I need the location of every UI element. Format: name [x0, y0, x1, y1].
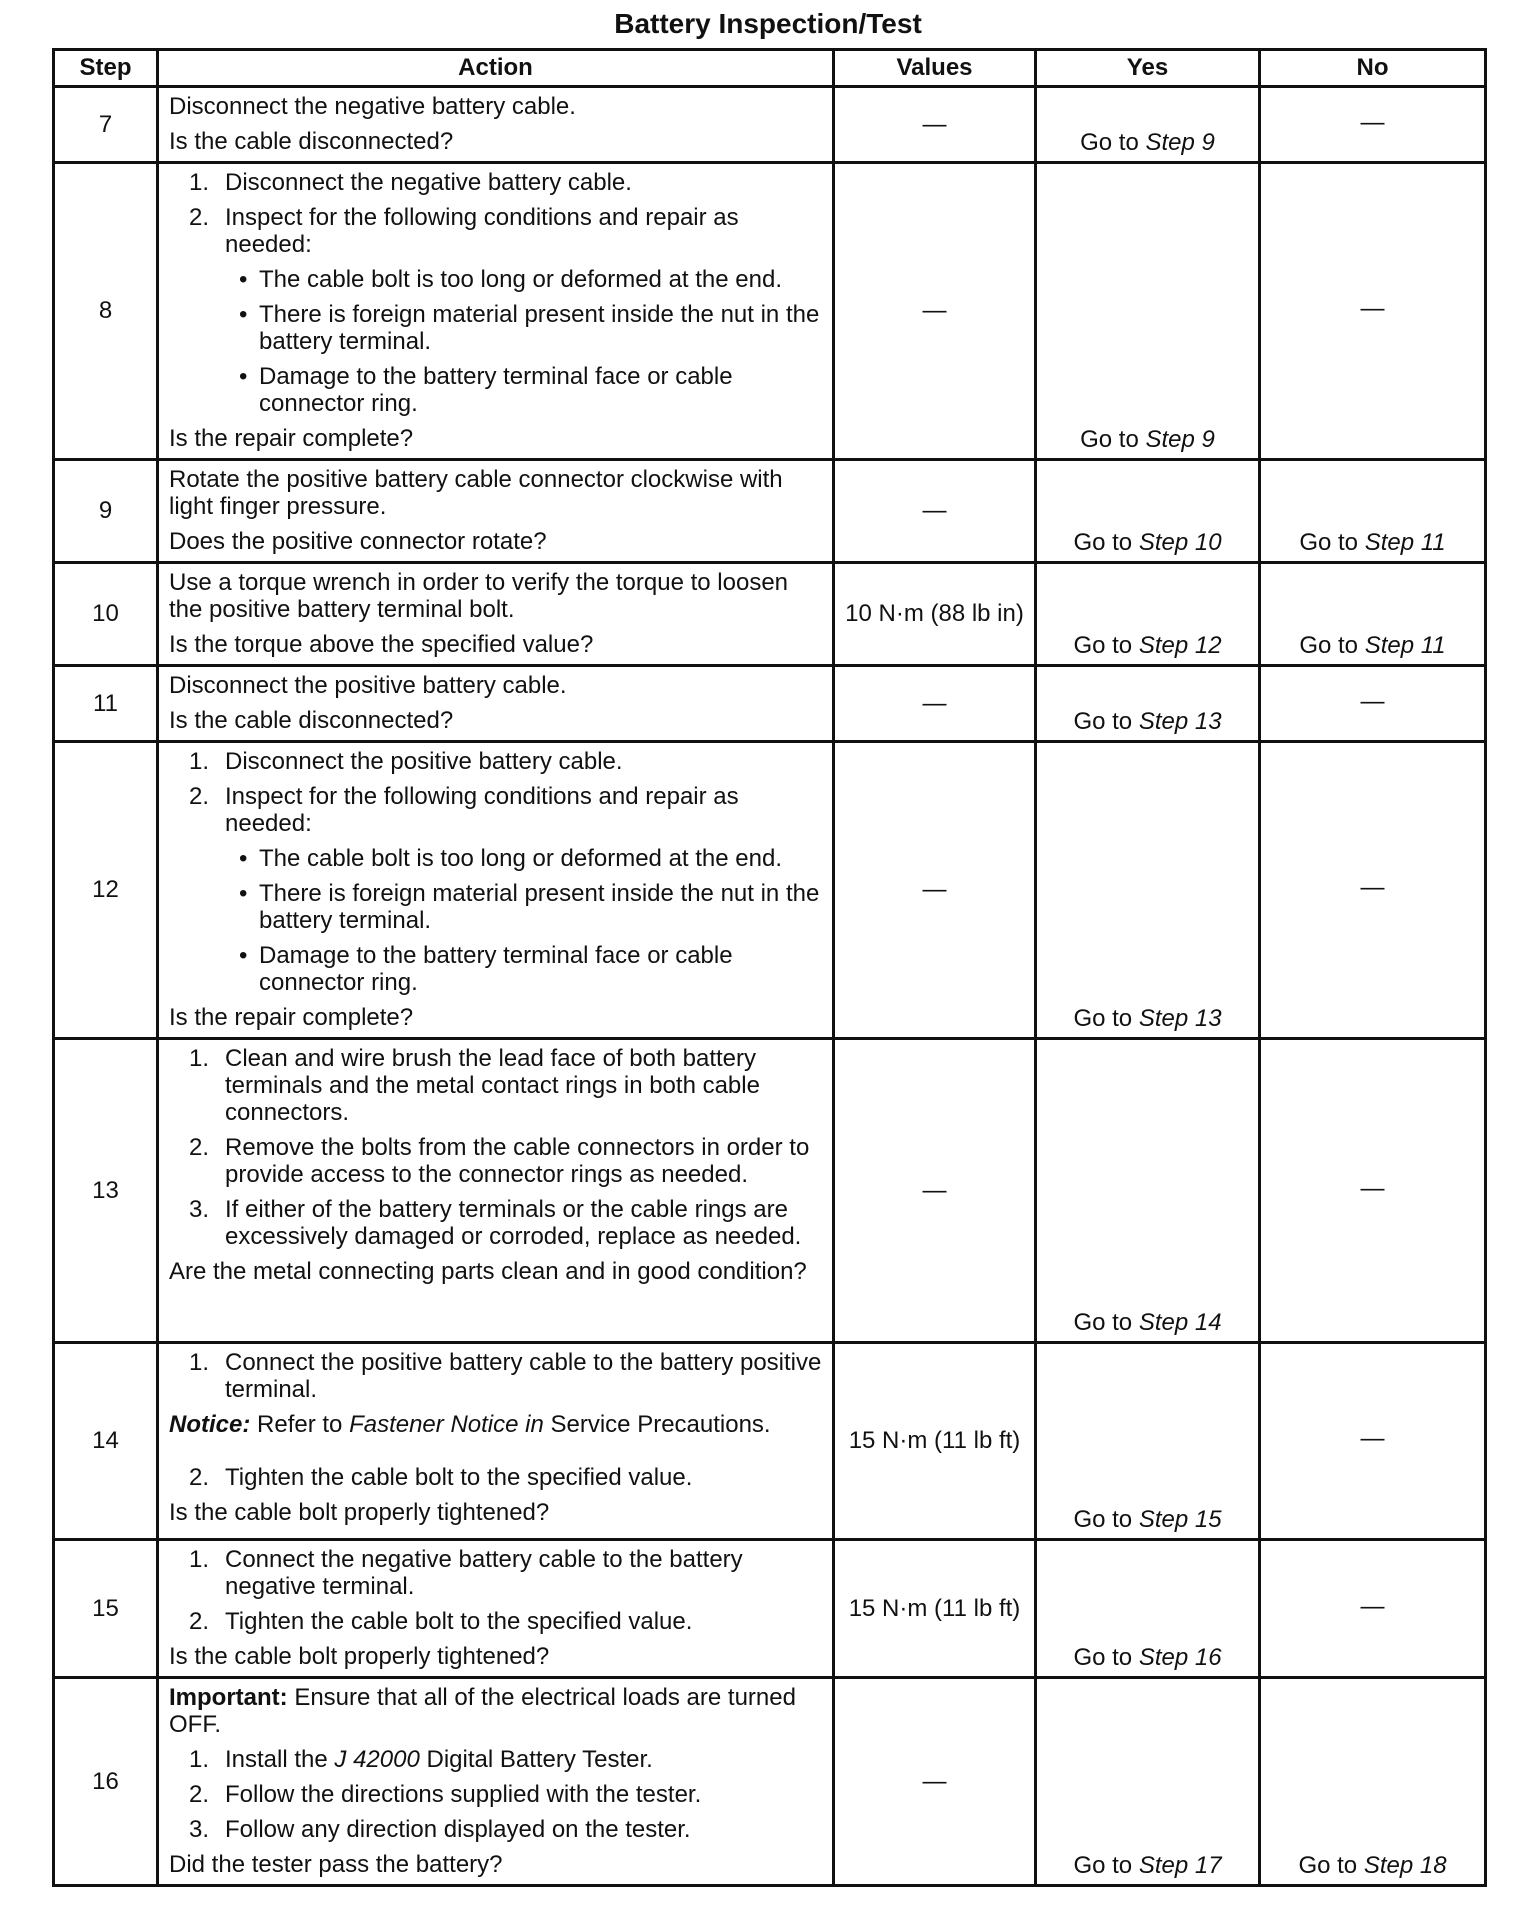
yes-cell: Go to Step 15 — [1036, 1343, 1260, 1540]
action-cell: Disconnect the positive battery cable. Is the cable disconnected? — [158, 666, 834, 742]
no-cell: — — [1260, 163, 1486, 460]
value-cell: — — [834, 1678, 1036, 1886]
battery-test-table — [52, 48, 1487, 1887]
action-cell: Rotate the positive battery cable connector clockwise with light finger pressure. Does the positive connector rotate? — [158, 460, 834, 563]
value-cell: 15 N·m (11 lb ft) — [834, 1343, 1036, 1540]
table-row — [54, 460, 1486, 563]
header-action: Action — [158, 50, 834, 87]
action-cell: 1. Clean and wire brush the lead face of both battery terminals and the metal contact rings in both cable connectors. 2. Remove the bolts from the cable connectors in order to provide access to the connector rings as needed. 3. If either of the battery terminals or the cable rings are excessively damaged or corroded, replace as needed. Are the metal connecting parts clean and in good condition? — [158, 1039, 834, 1343]
yes-cell: Go to Step 14 — [1036, 1039, 1260, 1343]
yes-cell: Go to Step 16 — [1036, 1540, 1260, 1678]
step-link[interactable]: Step 13 — [1138, 708, 1222, 735]
table-row — [54, 163, 1486, 460]
step-link[interactable]: Step 14 — [1138, 1309, 1222, 1336]
value-cell: — — [834, 1039, 1036, 1343]
header-row — [54, 50, 1486, 87]
step-link[interactable]: Step 16 — [1138, 1644, 1222, 1671]
no-cell: — — [1260, 1039, 1486, 1343]
value-cell: — — [834, 87, 1036, 163]
no-cell: — — [1260, 1540, 1486, 1678]
step-link[interactable]: Step 15 — [1138, 1506, 1222, 1533]
action-cell: 1. Disconnect the positive battery cable. 2. Inspect for the following conditions and repair as needed: • The cable bolt is too long or deformed at the end. • There is foreign material present inside the nut in the battery terminal. • Damage to the battery terminal face or cable connector ring. Is the repair complete? — [158, 742, 834, 1039]
yes-cell: Go to Step 12 — [1036, 563, 1260, 666]
step-number: 11 — [54, 666, 158, 742]
value-cell: — — [834, 460, 1036, 563]
action-cell: 1. Connect the positive battery cable to the battery positive terminal. Notice: Refer to Fastener Notice in Service Precautions. 2. Tighten the cable bolt to the specified value. Is the cable bolt properly tightened? — [158, 1343, 834, 1540]
step-link[interactable]: Step 10 — [1138, 529, 1222, 556]
table-row — [54, 1678, 1486, 1886]
no-cell: Go to Step 18 — [1260, 1678, 1486, 1886]
action-cell: 1. Connect the negative battery cable to the battery negative terminal. 2. Tighten the cable bolt to the specified value. Is the cable bolt properly tightened? — [158, 1540, 834, 1678]
no-cell: Go to Step 11 — [1260, 563, 1486, 666]
table-row — [54, 1343, 1486, 1540]
step-link[interactable]: Step 18 — [1363, 1852, 1447, 1879]
yes-cell: Go to Step 13 — [1036, 666, 1260, 742]
step-link[interactable]: Step 9 — [1145, 426, 1215, 453]
step-number: 7 — [54, 87, 158, 163]
value-cell: 10 N·m (88 lb in) — [834, 563, 1036, 666]
yes-cell: Go to Step 13 — [1036, 742, 1260, 1039]
action-cell: Important: Ensure that all of the electrical loads are turned OFF. 1. Install the J 42000 Digital Battery Tester. 2. Follow the directions supplied with the tester. 3. Follow any direction displayed on the tester. Did the tester pass the battery? — [158, 1678, 834, 1886]
no-cell: Go to Step 11 — [1260, 460, 1486, 563]
value-cell: — — [834, 666, 1036, 742]
no-cell: — — [1260, 87, 1486, 163]
header-no: No — [1260, 50, 1486, 87]
header-step: Step — [54, 50, 158, 87]
table-row — [54, 742, 1486, 1039]
step-link[interactable]: Step 12 — [1138, 632, 1222, 659]
step-link[interactable]: Step 13 — [1138, 1005, 1222, 1032]
no-cell: — — [1260, 1343, 1486, 1540]
step-number: 8 — [54, 163, 158, 460]
value-cell: — — [834, 163, 1036, 460]
yes-cell: Go to Step 10 — [1036, 460, 1260, 563]
table-row — [54, 666, 1486, 742]
action-cell: Disconnect the negative battery cable. Is the cable disconnected? — [158, 87, 834, 163]
step-number: 14 — [54, 1343, 158, 1540]
step-link[interactable]: Step 17 — [1138, 1852, 1222, 1879]
table-row — [54, 87, 1486, 163]
step-link[interactable]: Step 9 — [1145, 129, 1215, 156]
page-title: Battery Inspection/Test — [614, 8, 922, 39]
step-link[interactable]: Step 11 — [1364, 529, 1446, 556]
step-number: 13 — [54, 1039, 158, 1343]
table-row — [54, 1540, 1486, 1678]
step-number: 12 — [54, 742, 158, 1039]
no-cell: — — [1260, 666, 1486, 742]
header-values: Values — [834, 50, 1036, 87]
action-cell: 1. Disconnect the negative battery cable. 2. Inspect for the following conditions and repair as needed: • The cable bolt is too long or deformed at the end. • There is foreign material present inside the nut in the battery terminal. • Damage to the battery terminal face or cable connector ring. Is the repair complete? — [158, 163, 834, 460]
no-cell: — — [1260, 742, 1486, 1039]
yes-cell: Go to Step 9 — [1036, 87, 1260, 163]
step-number: 15 — [54, 1540, 158, 1678]
table-row — [54, 563, 1486, 666]
action-cell: Use a torque wrench in order to verify the torque to loosen the positive battery terminal bolt. Is the torque above the specified value? — [158, 563, 834, 666]
step-number: 10 — [54, 563, 158, 666]
step-number: 16 — [54, 1678, 158, 1886]
step-link[interactable]: Step 11 — [1364, 632, 1446, 659]
yes-cell: Go to Step 17 — [1036, 1678, 1260, 1886]
value-cell: — — [834, 742, 1036, 1039]
yes-cell: Go to Step 9 — [1036, 163, 1260, 460]
table-row — [54, 1039, 1486, 1343]
header-yes: Yes — [1036, 50, 1260, 87]
step-number: 9 — [54, 460, 158, 563]
value-cell: 15 N·m (11 lb ft) — [834, 1540, 1036, 1678]
